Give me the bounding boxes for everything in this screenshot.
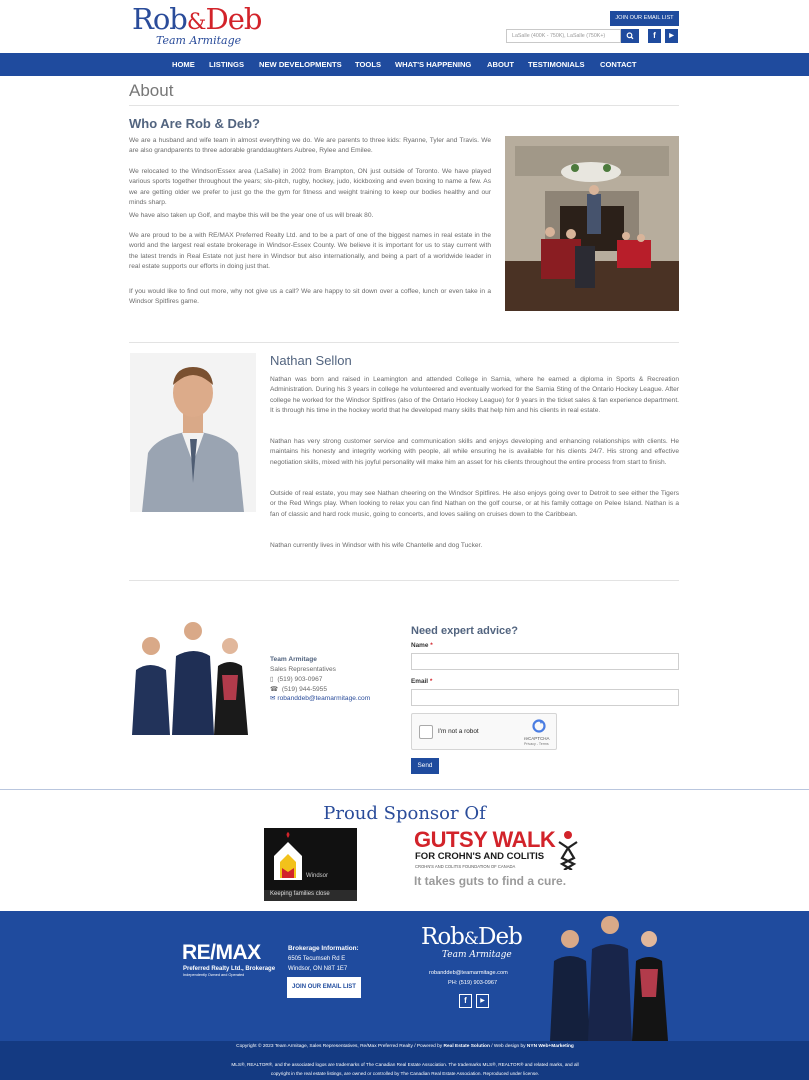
intro-paragraph: We relocated to the Windsor/Essex area (LaSalle) in 2002 from Brampton, ON just outside of Toronto. We have played various sports together throughout the years; slo-pitch, rugby, hockey, judo, kickboxing and even boxing to name a few. As we are getting older we prefer to just go the the gym for fitness and weight training to keep our bodies healthy and our minds sharp. — [129, 168, 491, 207]
divider — [129, 342, 679, 343]
footer-legal — [0, 1041, 809, 1080]
intro-paragraph: We are a husband and wife team in almost everything we do. We are parents to three kids: Ryanne, Tyler and Travis. We are also grandparents to three adorable granddaughters Aubree, Rylee and Emilee. — [129, 137, 491, 155]
logo-wordmark: Rob&Deb — [132, 2, 262, 36]
divider — [129, 580, 679, 581]
contact-phone-office[interactable]: ☎ (519) 944-5955 — [270, 686, 327, 693]
team-photo — [130, 620, 255, 735]
brokerage-address-line2: Windsor, ON N8T 1E7 — [288, 966, 348, 972]
email-label: Email * — [411, 678, 433, 685]
intro-heading: Who Are Rob & Deb? — [129, 116, 260, 131]
footer-join-email-button[interactable]: JOIN OUR EMAIL LIST — [287, 977, 361, 998]
nav-testimonials[interactable]: TESTIMONIALS — [528, 60, 585, 69]
footer — [0, 911, 809, 1041]
form-heading: Need expert advice? — [411, 625, 518, 637]
recaptcha-label: I'm not a robot — [438, 728, 479, 735]
join-email-list-button[interactable]: JOIN OUR EMAIL LIST — [610, 11, 679, 26]
youtube-icon[interactable]: ▶ — [665, 29, 678, 43]
footer-logo[interactable]: Rob&Deb — [421, 924, 522, 950]
nathan-paragraph: Outside of real estate, you may see Nathan cheering on the Windsor Spitfires. He also enjoys going over to Detroit to see either the Tigers or the Red Wings play. When looking to relax you can find Nathan on the golf course, or at his family cottage on Pelee Island. Nathan is a fan of classic and hard rock music, going to concerts, and loves sailing on cruises down to the Caribbean. — [270, 490, 679, 518]
recaptcha-brand: reCAPTCHA — [524, 736, 550, 741]
recaptcha-widget — [411, 713, 557, 750]
intro-paragraph: We have also taken up Golf, and maybe this will be the year one of us will break 80. — [129, 212, 374, 219]
email-input[interactable] — [411, 689, 679, 706]
brokerage-title: Brokerage Information: — [288, 945, 359, 952]
nathan-paragraph: Nathan currently lives in Windsor with his wife Chantelle and dog Tucker. — [270, 542, 483, 549]
divider — [0, 789, 809, 790]
nav-about[interactable]: ABOUT — [487, 60, 514, 69]
divider — [129, 105, 679, 106]
contact-team-name: Team Armitage — [270, 656, 317, 663]
gutsy-tagline: It takes guts to find a cure. — [414, 874, 567, 888]
legal-notice: MLS®, REALTOR®, and the associated logos are trademarks of The Canadian Real Estate Association. The trademarks MLS®, REALTOR® and related marks, and all copyright in the real estate listings, are owned or controlled by The Canadian Real Estate Association. Reproduced under license. — [231, 1062, 579, 1076]
gutsy-subtitle: FOR CROHN'S AND COLITIS — [415, 851, 545, 862]
footer-facebook-icon[interactable]: f — [459, 994, 472, 1008]
nathan-paragraph: Nathan was born and raised in Leamington and attended College in Sarnia, where he earned a diploma in Sports & Recreation Administration. During his 3 years in college he volunteered and eventually worked for the Sarnia Sting of the Ontario Hockey League. After college he worked for the Windsor Spitfires (also of the Ontario Hockey League) for 9 years in the ticket sales & fan experience department. It is through his time in the hockey world that he developed many skills that help him and his clients in real estate. — [270, 376, 679, 415]
rmhc-windsor-logo[interactable] — [264, 828, 357, 901]
family-photo — [505, 136, 679, 311]
ribbon-figure-icon — [555, 830, 581, 870]
nav-tools[interactable]: TOOLS — [355, 60, 382, 69]
copyright: Copyright © 2023 Team Armitage, Sales Representatives, Re/Max Preferred Realty / Powered by Real Estate Solution / Web design by NYN Web+Marketing — [236, 1044, 574, 1049]
recaptcha-logo-icon — [529, 718, 549, 733]
name-input[interactable] — [411, 653, 679, 670]
mobile-icon: ▯ — [270, 676, 274, 683]
footer-phone: PH: (519) 903-0967 — [448, 980, 498, 986]
name-label: Name * — [411, 642, 433, 649]
rmhc-city: Windsor — [306, 873, 329, 879]
search-button[interactable] — [621, 29, 639, 43]
nav-contact[interactable]: CONTACT — [600, 60, 637, 69]
nav-whats-happening[interactable]: WHAT'S HAPPENING — [395, 60, 472, 69]
footer-email-link[interactable]: robanddeb@teamarmitage.com — [429, 970, 508, 976]
footer-team-photo — [548, 911, 674, 1041]
gutsy-title: GUTSY WALK — [414, 827, 556, 852]
send-button[interactable]: Send — [411, 758, 439, 774]
page-title: About — [129, 81, 174, 100]
search-icon — [621, 29, 639, 43]
rmhc-tagline: Keeping families close — [270, 891, 330, 897]
nav-listings[interactable]: LISTINGS — [209, 60, 245, 69]
nav-home[interactable]: HOME — [172, 60, 195, 69]
intro-paragraph: If you would like to find out more, why not give us a call? We are happy to sit down over a coffee, lunch or even take in a Windsor Spitfires game. — [129, 288, 491, 306]
logo-tagline: Team Armitage — [156, 34, 242, 47]
search-input[interactable]: LaSalle (400K - 750K), LaSalle (750K+) — [506, 29, 621, 43]
real-estate-solution-link[interactable]: Real Estate Solution — [443, 1044, 490, 1049]
phone-icon: ☎ — [270, 686, 279, 693]
nyn-link[interactable]: NYN Web+Marketing — [526, 1044, 574, 1049]
main-nav — [0, 53, 809, 76]
remax-name: Preferred Realty Ltd., Brokerage — [183, 966, 276, 972]
nathan-name: Nathan Sellon — [270, 353, 352, 368]
envelope-icon: ✉ — [270, 695, 276, 702]
intro-paragraph: We are proud to be a with RE/MAX Preferred Realty Ltd. and to be a part of one of the biggest names in real estate in the world and the largest real estate brokerage in Windsor-Essex County. We believe it is important for us to stay current with the latest trends in Real Estate not just here in Windsor but also internationally, and being a part of a worldwide leader in real estate supports our efforts in doing just that. — [129, 232, 491, 271]
contact-email-link[interactable]: ✉ robanddeb@teamarmitage.com — [270, 695, 371, 702]
recaptcha-links[interactable]: Privacy - Terms — [524, 742, 549, 746]
footer-youtube-icon[interactable]: ▶ — [476, 994, 489, 1008]
recaptcha-checkbox[interactable] — [419, 725, 433, 739]
footer-logo-tagline: Team Armitage — [442, 950, 512, 960]
facebook-icon[interactable]: f — [648, 29, 661, 43]
remax-sub: Independently Owned and Operated — [183, 973, 245, 977]
brokerage-address-line1: 6505 Tecumseh Rd E — [288, 956, 346, 962]
remax-logo: RE/MAX — [182, 941, 261, 964]
nathan-paragraph: Nathan has very strong customer service and communication skills and enjoys developing and enhancing relationships with clients. He maintains his honesty and integrity working with people, all while ensuring he is available for his clients 24/7. His strong and effective negotiation skills, mixed with his joyful personality will make him an asset for his clients throughout the entire process from start to finish. — [270, 438, 679, 466]
gutsy-org: CROHN'S AND COLITIS FOUNDATION OF CANADA — [415, 864, 516, 869]
contact-phone-mobile[interactable]: ▯ (519) 903-0967 — [270, 676, 323, 683]
sponsor-title: Proud Sponsor Of — [323, 803, 486, 824]
nathan-photo — [130, 353, 256, 512]
contact-role: Sales Representatives — [270, 666, 336, 673]
nav-new-developments[interactable]: NEW DEVELOPMENTS — [259, 60, 342, 69]
